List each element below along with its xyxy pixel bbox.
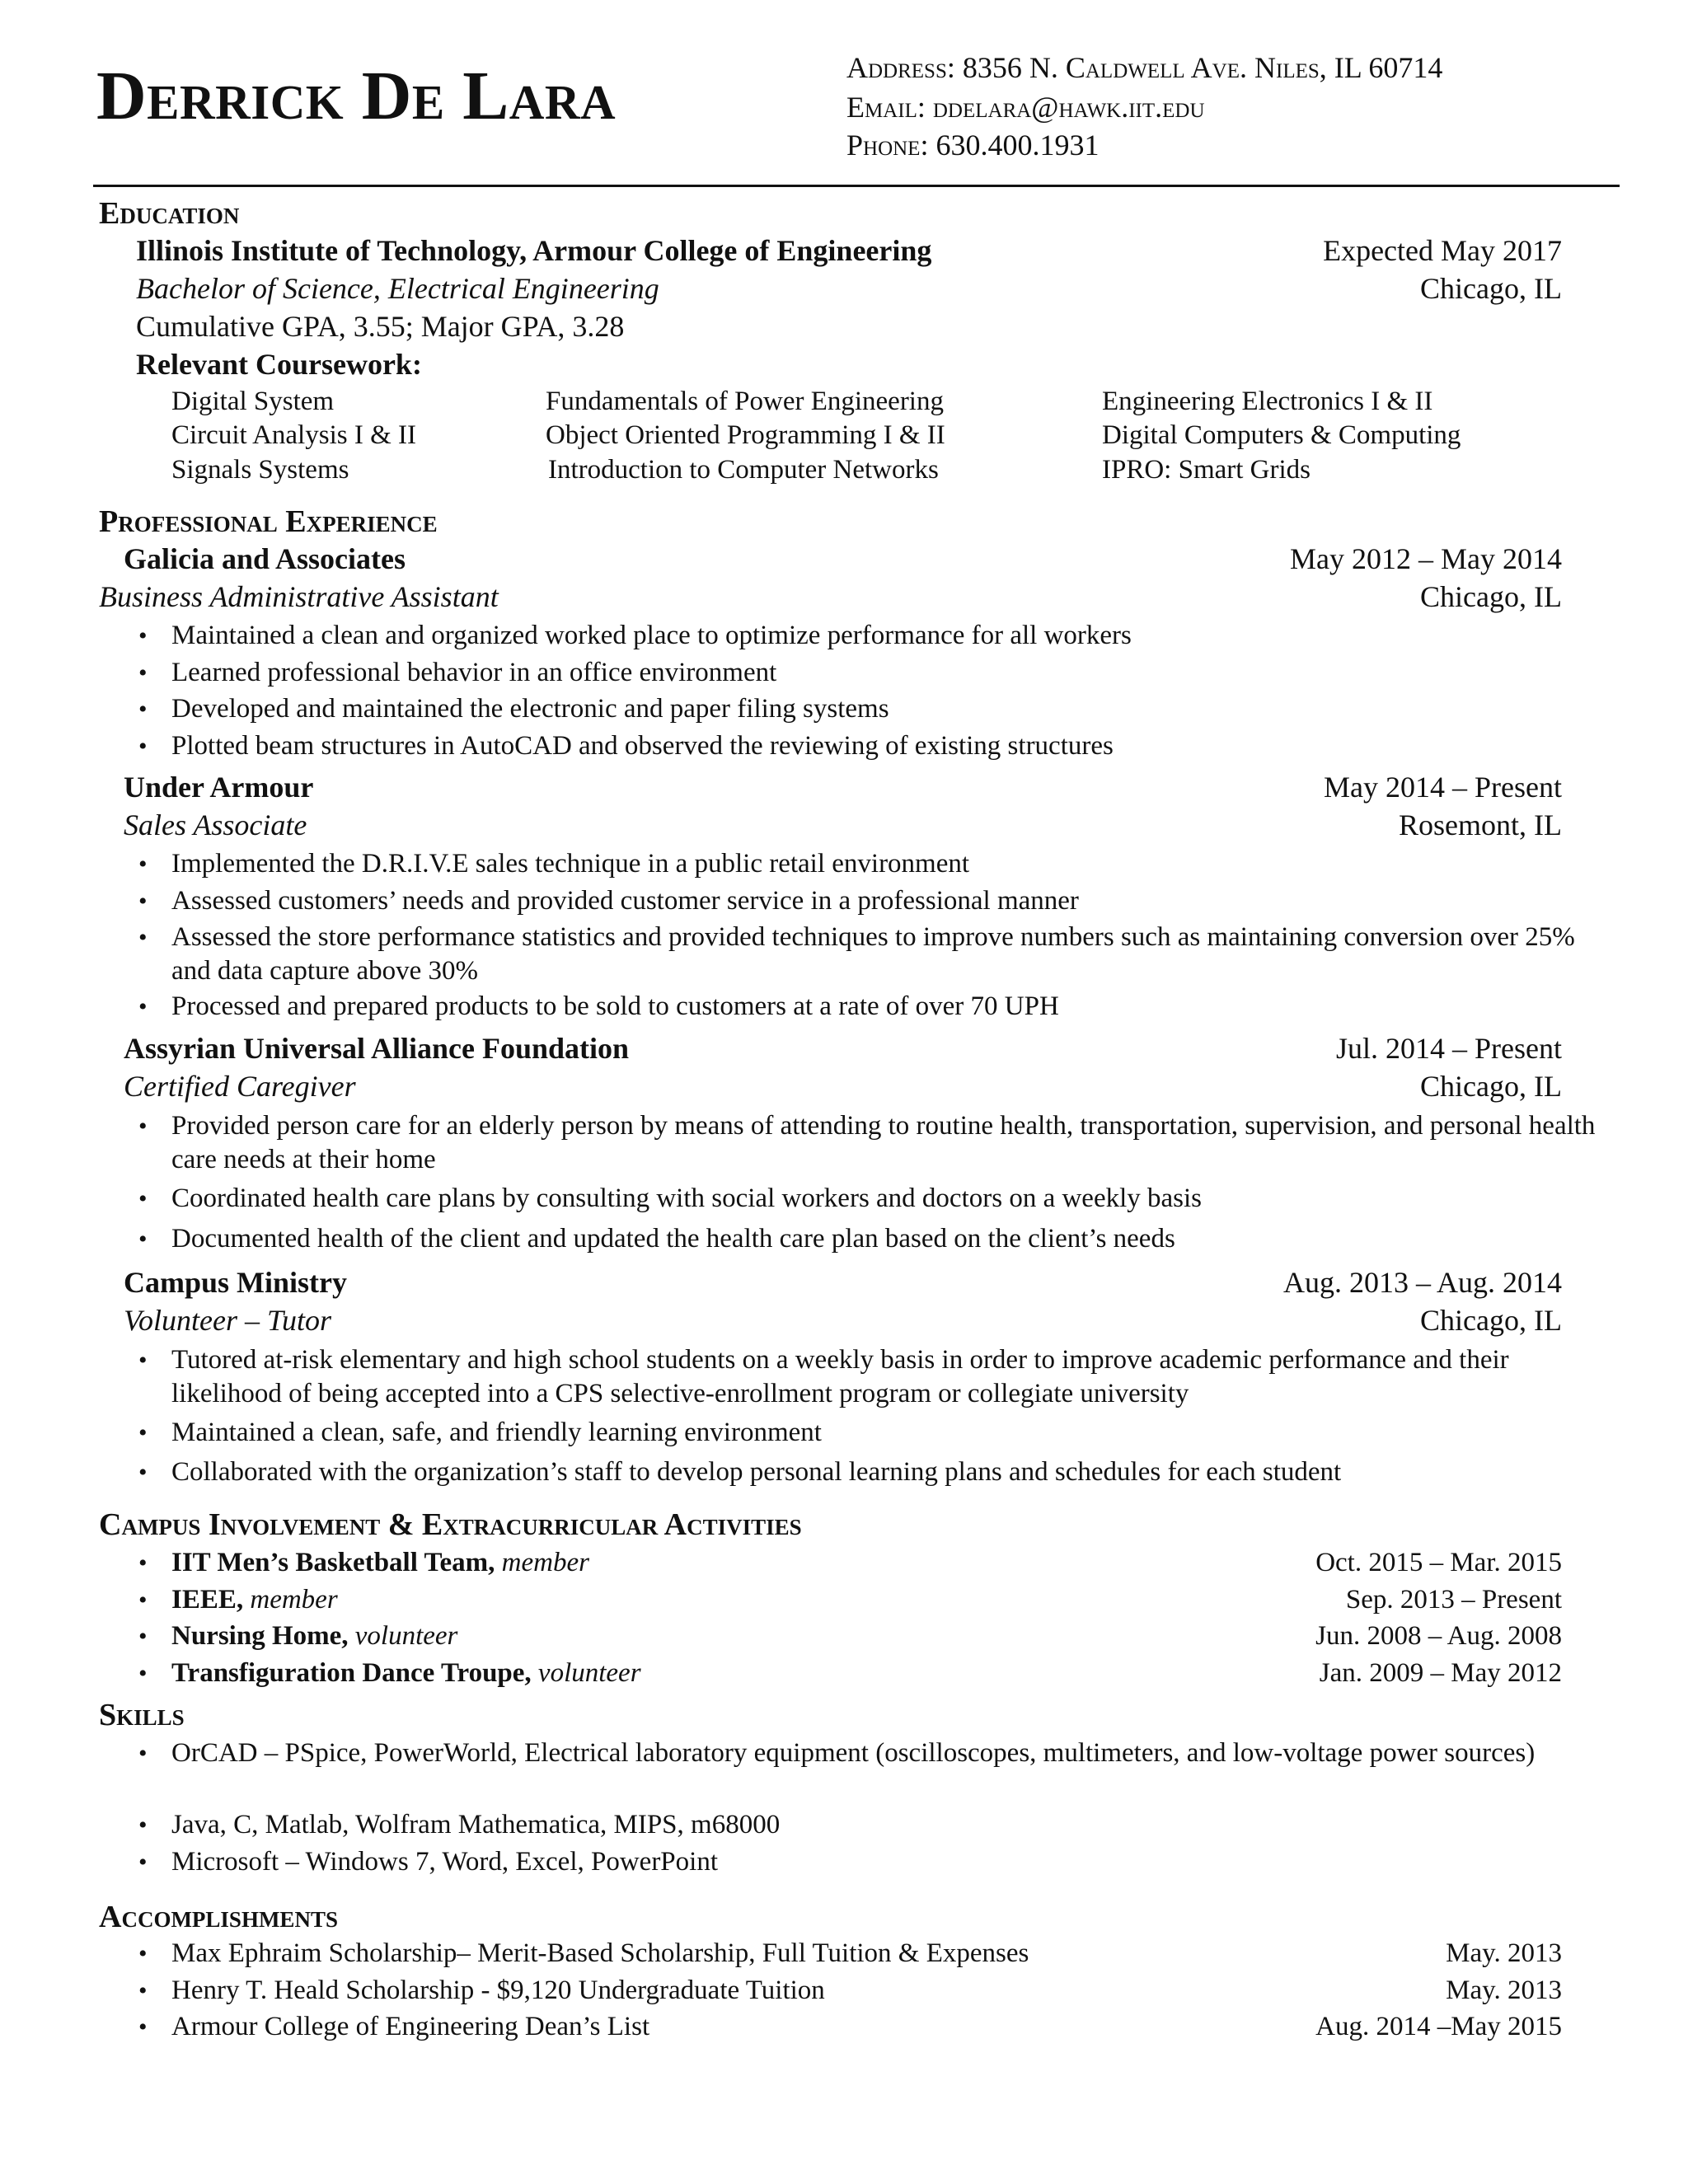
header-divider	[93, 185, 1620, 187]
job-organization: Galicia and Associates	[124, 542, 406, 575]
section-heading-education: Education	[99, 196, 240, 231]
activity-date: Oct. 2015 – Mar. 2015	[1315, 1548, 1562, 1577]
education-location: Chicago, IL	[1420, 272, 1562, 305]
course-item: IPRO: Smart Grids	[1102, 455, 1311, 485]
accomplishment-date: Aug. 2014 –May 2015	[1315, 2012, 1562, 2041]
candidate-name: Derrick De Lara	[96, 58, 617, 134]
job-role: Business Administrative Assistant	[99, 580, 499, 613]
education-school: Illinois Institute of Technology, Armour College of Engineering	[136, 234, 932, 267]
job-location: Chicago, IL	[1420, 1304, 1562, 1337]
job-role: Sales Associate	[124, 808, 307, 841]
job-organization: Under Armour	[124, 771, 314, 804]
education-date: Expected May 2017	[1323, 234, 1562, 267]
job-location: Chicago, IL	[1420, 1070, 1562, 1103]
section-heading-skills: Skills	[99, 1698, 185, 1732]
job-role: Certified Caregiver	[124, 1070, 356, 1103]
accomplishment-date: May. 2013	[1446, 1975, 1562, 2005]
job-date: Aug. 2013 – Aug. 2014	[1282, 1266, 1562, 1299]
job-date: Jul. 2014 – Present	[1336, 1032, 1562, 1065]
course-item: Fundamentals of Power Engineering	[546, 387, 944, 416]
section-heading-accomplishments: Accomplishments	[99, 1900, 338, 1934]
contact-email: Email: ddelara@hawk.iit.edu	[846, 91, 1205, 124]
course-item: Object Oriented Programming I & II	[546, 420, 945, 450]
activity-date: Sep. 2013 – Present	[1345, 1585, 1562, 1615]
job-role: Volunteer – Tutor	[124, 1304, 332, 1337]
education-gpa: Cumulative GPA, 3.55; Major GPA, 3.28	[136, 310, 625, 343]
course-item: Signals Systems	[171, 455, 349, 485]
job-date: May 2012 – May 2014	[1290, 542, 1562, 575]
activity-date: Jan. 2009 – May 2012	[1319, 1658, 1562, 1688]
job-location: Chicago, IL	[1420, 580, 1562, 613]
contact-address: Address: 8356 N. Caldwell Ave. Niles, IL 60714	[846, 51, 1443, 84]
job-organization: Assyrian Universal Alliance Foundation	[124, 1032, 630, 1065]
section-heading-experience: Professional Experience	[99, 504, 438, 539]
job-location: Rosemont, IL	[1399, 808, 1562, 841]
course-item: Digital Computers & Computing	[1102, 420, 1461, 450]
coursework-label: Relevant Coursework:	[136, 348, 422, 381]
accomplishment-date: May. 2013	[1446, 1938, 1562, 1968]
course-item: Engineering Electronics I & II	[1102, 387, 1433, 416]
course-item: Circuit Analysis I & II	[171, 420, 416, 450]
job-organization: Campus Ministry	[124, 1266, 348, 1299]
contact-phone: Phone: 630.400.1931	[846, 129, 1100, 162]
course-item: Introduction to Computer Networks	[548, 455, 939, 485]
activity-date: Jun. 2008 – Aug. 2008	[1315, 1621, 1562, 1651]
section-heading-activities: Campus Involvement & Extracurricular Activities	[99, 1507, 802, 1542]
job-date: May 2014 – Present	[1324, 771, 1562, 804]
course-item: Digital System	[171, 387, 335, 416]
education-degree: Bachelor of Science, Electrical Engineering	[136, 272, 659, 305]
